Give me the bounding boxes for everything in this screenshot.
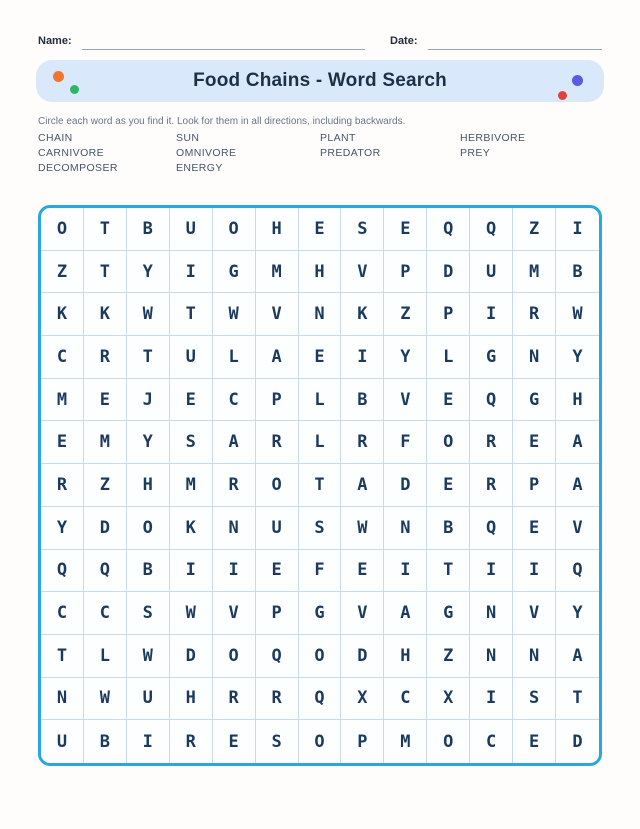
grid-cell: A bbox=[556, 464, 599, 507]
grid-cell: Z bbox=[427, 635, 470, 678]
grid-cell: S bbox=[513, 678, 556, 721]
grid-cell: N bbox=[470, 592, 513, 635]
grid-cell: Q bbox=[84, 550, 127, 593]
grid-cell: Y bbox=[127, 421, 170, 464]
grid-cell: O bbox=[213, 635, 256, 678]
grid-cell: H bbox=[127, 464, 170, 507]
grid-cell: N bbox=[299, 293, 342, 336]
word-list-item: PREDATOR bbox=[320, 147, 381, 160]
grid-cell: K bbox=[341, 293, 384, 336]
word-list-column bbox=[176, 131, 320, 177]
grid-cell: A bbox=[556, 635, 599, 678]
grid-cell: F bbox=[384, 421, 427, 464]
grid-cell: H bbox=[556, 379, 599, 422]
grid-cell: O bbox=[299, 720, 342, 763]
grid-cell: D bbox=[84, 507, 127, 550]
grid-cell: M bbox=[170, 464, 213, 507]
grid-cell: I bbox=[170, 251, 213, 294]
grid-cell: T bbox=[127, 336, 170, 379]
grid-cell: E bbox=[427, 379, 470, 422]
grid-cell: R bbox=[213, 464, 256, 507]
grid-cell: E bbox=[513, 720, 556, 763]
title-banner bbox=[36, 60, 604, 102]
grid-cell: V bbox=[341, 251, 384, 294]
grid-cell: N bbox=[513, 635, 556, 678]
grid-cell: V bbox=[513, 592, 556, 635]
grid-cell: C bbox=[84, 592, 127, 635]
grid-cell: T bbox=[41, 635, 84, 678]
grid-cell: R bbox=[213, 678, 256, 721]
grid-cell: P bbox=[256, 592, 299, 635]
grid-cell: U bbox=[170, 208, 213, 251]
grid-cell: C bbox=[213, 379, 256, 422]
grid-cell: Y bbox=[384, 336, 427, 379]
grid-cell: E bbox=[384, 208, 427, 251]
grid-cell: R bbox=[470, 464, 513, 507]
instructions-text: Circle each word as you find it. Look for them in all directions, including backwards. bbox=[38, 116, 406, 127]
grid-cell: T bbox=[427, 550, 470, 593]
grid-cell: E bbox=[513, 421, 556, 464]
grid-cell: L bbox=[427, 336, 470, 379]
grid-cell: E bbox=[213, 720, 256, 763]
grid-cell: P bbox=[513, 464, 556, 507]
grid-cell: I bbox=[170, 550, 213, 593]
grid-cell: B bbox=[341, 379, 384, 422]
word-list-item: ENERGY bbox=[176, 162, 223, 175]
grid-cell: I bbox=[470, 550, 513, 593]
grid-cell: T bbox=[299, 464, 342, 507]
word-list-column bbox=[38, 131, 176, 177]
grid-cell: I bbox=[513, 550, 556, 593]
grid-cell: Q bbox=[256, 635, 299, 678]
grid-cell: I bbox=[384, 550, 427, 593]
grid-cell: H bbox=[256, 208, 299, 251]
decoration-dot-orange bbox=[53, 71, 64, 82]
grid-cell: U bbox=[41, 720, 84, 763]
grid-cell: L bbox=[299, 421, 342, 464]
grid-cell: B bbox=[127, 550, 170, 593]
grid-cell: X bbox=[341, 678, 384, 721]
grid-cell: Q bbox=[470, 379, 513, 422]
grid-cell: T bbox=[84, 251, 127, 294]
grid-cell: L bbox=[213, 336, 256, 379]
grid-cell: Y bbox=[556, 592, 599, 635]
grid-cell: W bbox=[127, 293, 170, 336]
grid-cell: I bbox=[470, 678, 513, 721]
grid-cell: W bbox=[341, 507, 384, 550]
grid-cell: L bbox=[299, 379, 342, 422]
grid-cell: N bbox=[470, 635, 513, 678]
grid-cell: R bbox=[513, 293, 556, 336]
grid-cell: M bbox=[41, 379, 84, 422]
grid-cell: S bbox=[170, 421, 213, 464]
grid-cell: K bbox=[41, 293, 84, 336]
grid-cell: E bbox=[427, 464, 470, 507]
grid-cell: H bbox=[384, 635, 427, 678]
grid-cell: P bbox=[256, 379, 299, 422]
grid-cell: T bbox=[170, 293, 213, 336]
grid-cell: R bbox=[256, 678, 299, 721]
grid-cell: M bbox=[84, 421, 127, 464]
grid-cell: N bbox=[513, 336, 556, 379]
puzzle-grid-frame bbox=[38, 205, 602, 766]
word-list-item: DECOMPOSER bbox=[38, 162, 118, 175]
grid-cell: E bbox=[341, 550, 384, 593]
grid-cell: U bbox=[170, 336, 213, 379]
grid-cell: U bbox=[256, 507, 299, 550]
grid-cell: Z bbox=[84, 464, 127, 507]
grid-cell: V bbox=[384, 379, 427, 422]
grid-cell: W bbox=[84, 678, 127, 721]
grid-cell: G bbox=[470, 336, 513, 379]
word-list-column bbox=[320, 131, 460, 177]
word-list-item: PLANT bbox=[320, 132, 356, 144]
grid-cell: D bbox=[170, 635, 213, 678]
grid-cell: Z bbox=[41, 251, 84, 294]
grid-cell: B bbox=[84, 720, 127, 763]
grid-cell: M bbox=[384, 720, 427, 763]
grid-cell: Q bbox=[41, 550, 84, 593]
grid-cell: W bbox=[127, 635, 170, 678]
grid-cell: O bbox=[213, 208, 256, 251]
decoration-dot-green bbox=[70, 85, 79, 94]
grid-cell: N bbox=[41, 678, 84, 721]
grid-cell: V bbox=[556, 507, 599, 550]
word-list bbox=[38, 131, 602, 177]
grid-cell: Q bbox=[299, 678, 342, 721]
grid-cell: Z bbox=[513, 208, 556, 251]
grid-cell: V bbox=[256, 293, 299, 336]
grid-cell: K bbox=[84, 293, 127, 336]
grid-cell: B bbox=[427, 507, 470, 550]
word-list-column bbox=[460, 131, 602, 177]
grid-cell: U bbox=[127, 678, 170, 721]
grid-cell: N bbox=[213, 507, 256, 550]
decoration-dot-red bbox=[558, 91, 567, 100]
puzzle-grid bbox=[41, 208, 599, 763]
grid-cell: E bbox=[513, 507, 556, 550]
page-title: Food Chains - Word Search bbox=[193, 70, 447, 91]
word-list-item: CARNIVORE bbox=[38, 147, 105, 160]
grid-cell: H bbox=[170, 678, 213, 721]
grid-cell: A bbox=[384, 592, 427, 635]
grid-cell: W bbox=[170, 592, 213, 635]
grid-cell: Q bbox=[556, 550, 599, 593]
grid-cell: C bbox=[41, 592, 84, 635]
grid-cell: R bbox=[84, 336, 127, 379]
grid-cell: T bbox=[556, 678, 599, 721]
grid-cell: E bbox=[84, 379, 127, 422]
grid-cell: M bbox=[513, 251, 556, 294]
grid-cell: A bbox=[556, 421, 599, 464]
grid-cell: I bbox=[341, 336, 384, 379]
word-list-item: OMNIVORE bbox=[176, 147, 237, 160]
grid-cell: A bbox=[341, 464, 384, 507]
word-list-item: PREY bbox=[460, 147, 491, 160]
grid-cell: X bbox=[427, 678, 470, 721]
grid-cell: Q bbox=[470, 507, 513, 550]
grid-cell: E bbox=[256, 550, 299, 593]
grid-cell: C bbox=[41, 336, 84, 379]
decoration-dot-indigo bbox=[572, 75, 583, 86]
grid-cell: R bbox=[41, 464, 84, 507]
grid-cell: B bbox=[127, 208, 170, 251]
grid-cell: Y bbox=[127, 251, 170, 294]
grid-cell: D bbox=[427, 251, 470, 294]
grid-cell: S bbox=[256, 720, 299, 763]
grid-cell: R bbox=[341, 421, 384, 464]
word-list-item: HERBIVORE bbox=[460, 132, 526, 144]
grid-cell: S bbox=[127, 592, 170, 635]
grid-cell: E bbox=[299, 208, 342, 251]
grid-cell: D bbox=[384, 464, 427, 507]
grid-cell: Q bbox=[470, 208, 513, 251]
grid-cell: E bbox=[170, 379, 213, 422]
grid-cell: V bbox=[213, 592, 256, 635]
grid-cell: O bbox=[299, 635, 342, 678]
grid-cell: G bbox=[427, 592, 470, 635]
grid-cell: T bbox=[84, 208, 127, 251]
grid-cell: A bbox=[213, 421, 256, 464]
name-date-row bbox=[38, 34, 602, 50]
grid-cell: W bbox=[556, 293, 599, 336]
grid-cell: O bbox=[41, 208, 84, 251]
grid-cell: I bbox=[556, 208, 599, 251]
grid-cell: G bbox=[213, 251, 256, 294]
grid-cell: P bbox=[341, 720, 384, 763]
grid-cell: I bbox=[213, 550, 256, 593]
date-label: Date: bbox=[390, 35, 418, 47]
date-blank-line bbox=[428, 49, 602, 50]
grid-cell: O bbox=[427, 720, 470, 763]
grid-cell: K bbox=[170, 507, 213, 550]
grid-cell: H bbox=[299, 251, 342, 294]
grid-cell: Y bbox=[41, 507, 84, 550]
grid-cell: O bbox=[256, 464, 299, 507]
grid-cell: L bbox=[84, 635, 127, 678]
grid-cell: R bbox=[170, 720, 213, 763]
grid-cell: N bbox=[384, 507, 427, 550]
grid-cell: A bbox=[256, 336, 299, 379]
grid-cell: B bbox=[556, 251, 599, 294]
grid-cell: W bbox=[213, 293, 256, 336]
grid-cell: G bbox=[299, 592, 342, 635]
name-label: Name: bbox=[38, 35, 72, 47]
grid-cell: J bbox=[127, 379, 170, 422]
grid-cell: S bbox=[299, 507, 342, 550]
grid-cell: D bbox=[572, 731, 583, 752]
grid-cell: S bbox=[341, 208, 384, 251]
grid-cell: G bbox=[513, 379, 556, 422]
grid-cell: C bbox=[384, 678, 427, 721]
grid-cell: M bbox=[256, 251, 299, 294]
grid-cell: O bbox=[127, 507, 170, 550]
grid-cell: D bbox=[341, 635, 384, 678]
word-list-item: SUN bbox=[176, 132, 200, 144]
grid-cell: I bbox=[127, 720, 170, 763]
grid-cell: Q bbox=[427, 208, 470, 251]
grid-cell: Y bbox=[556, 336, 599, 379]
grid-cell: I bbox=[470, 293, 513, 336]
grid-cell: V bbox=[341, 592, 384, 635]
grid-cell: C bbox=[470, 720, 513, 763]
grid-cell: P bbox=[427, 293, 470, 336]
grid-cell: Z bbox=[384, 293, 427, 336]
grid-cell: R bbox=[470, 421, 513, 464]
grid-cell: U bbox=[470, 251, 513, 294]
grid-cell: R bbox=[256, 421, 299, 464]
word-list-item: CHAIN bbox=[38, 132, 73, 144]
grid-cell: E bbox=[299, 336, 342, 379]
grid-cell: E bbox=[41, 421, 84, 464]
grid-cell: O bbox=[427, 421, 470, 464]
grid-cell: F bbox=[299, 550, 342, 593]
name-blank-line bbox=[82, 49, 365, 50]
grid-cell: P bbox=[384, 251, 427, 294]
